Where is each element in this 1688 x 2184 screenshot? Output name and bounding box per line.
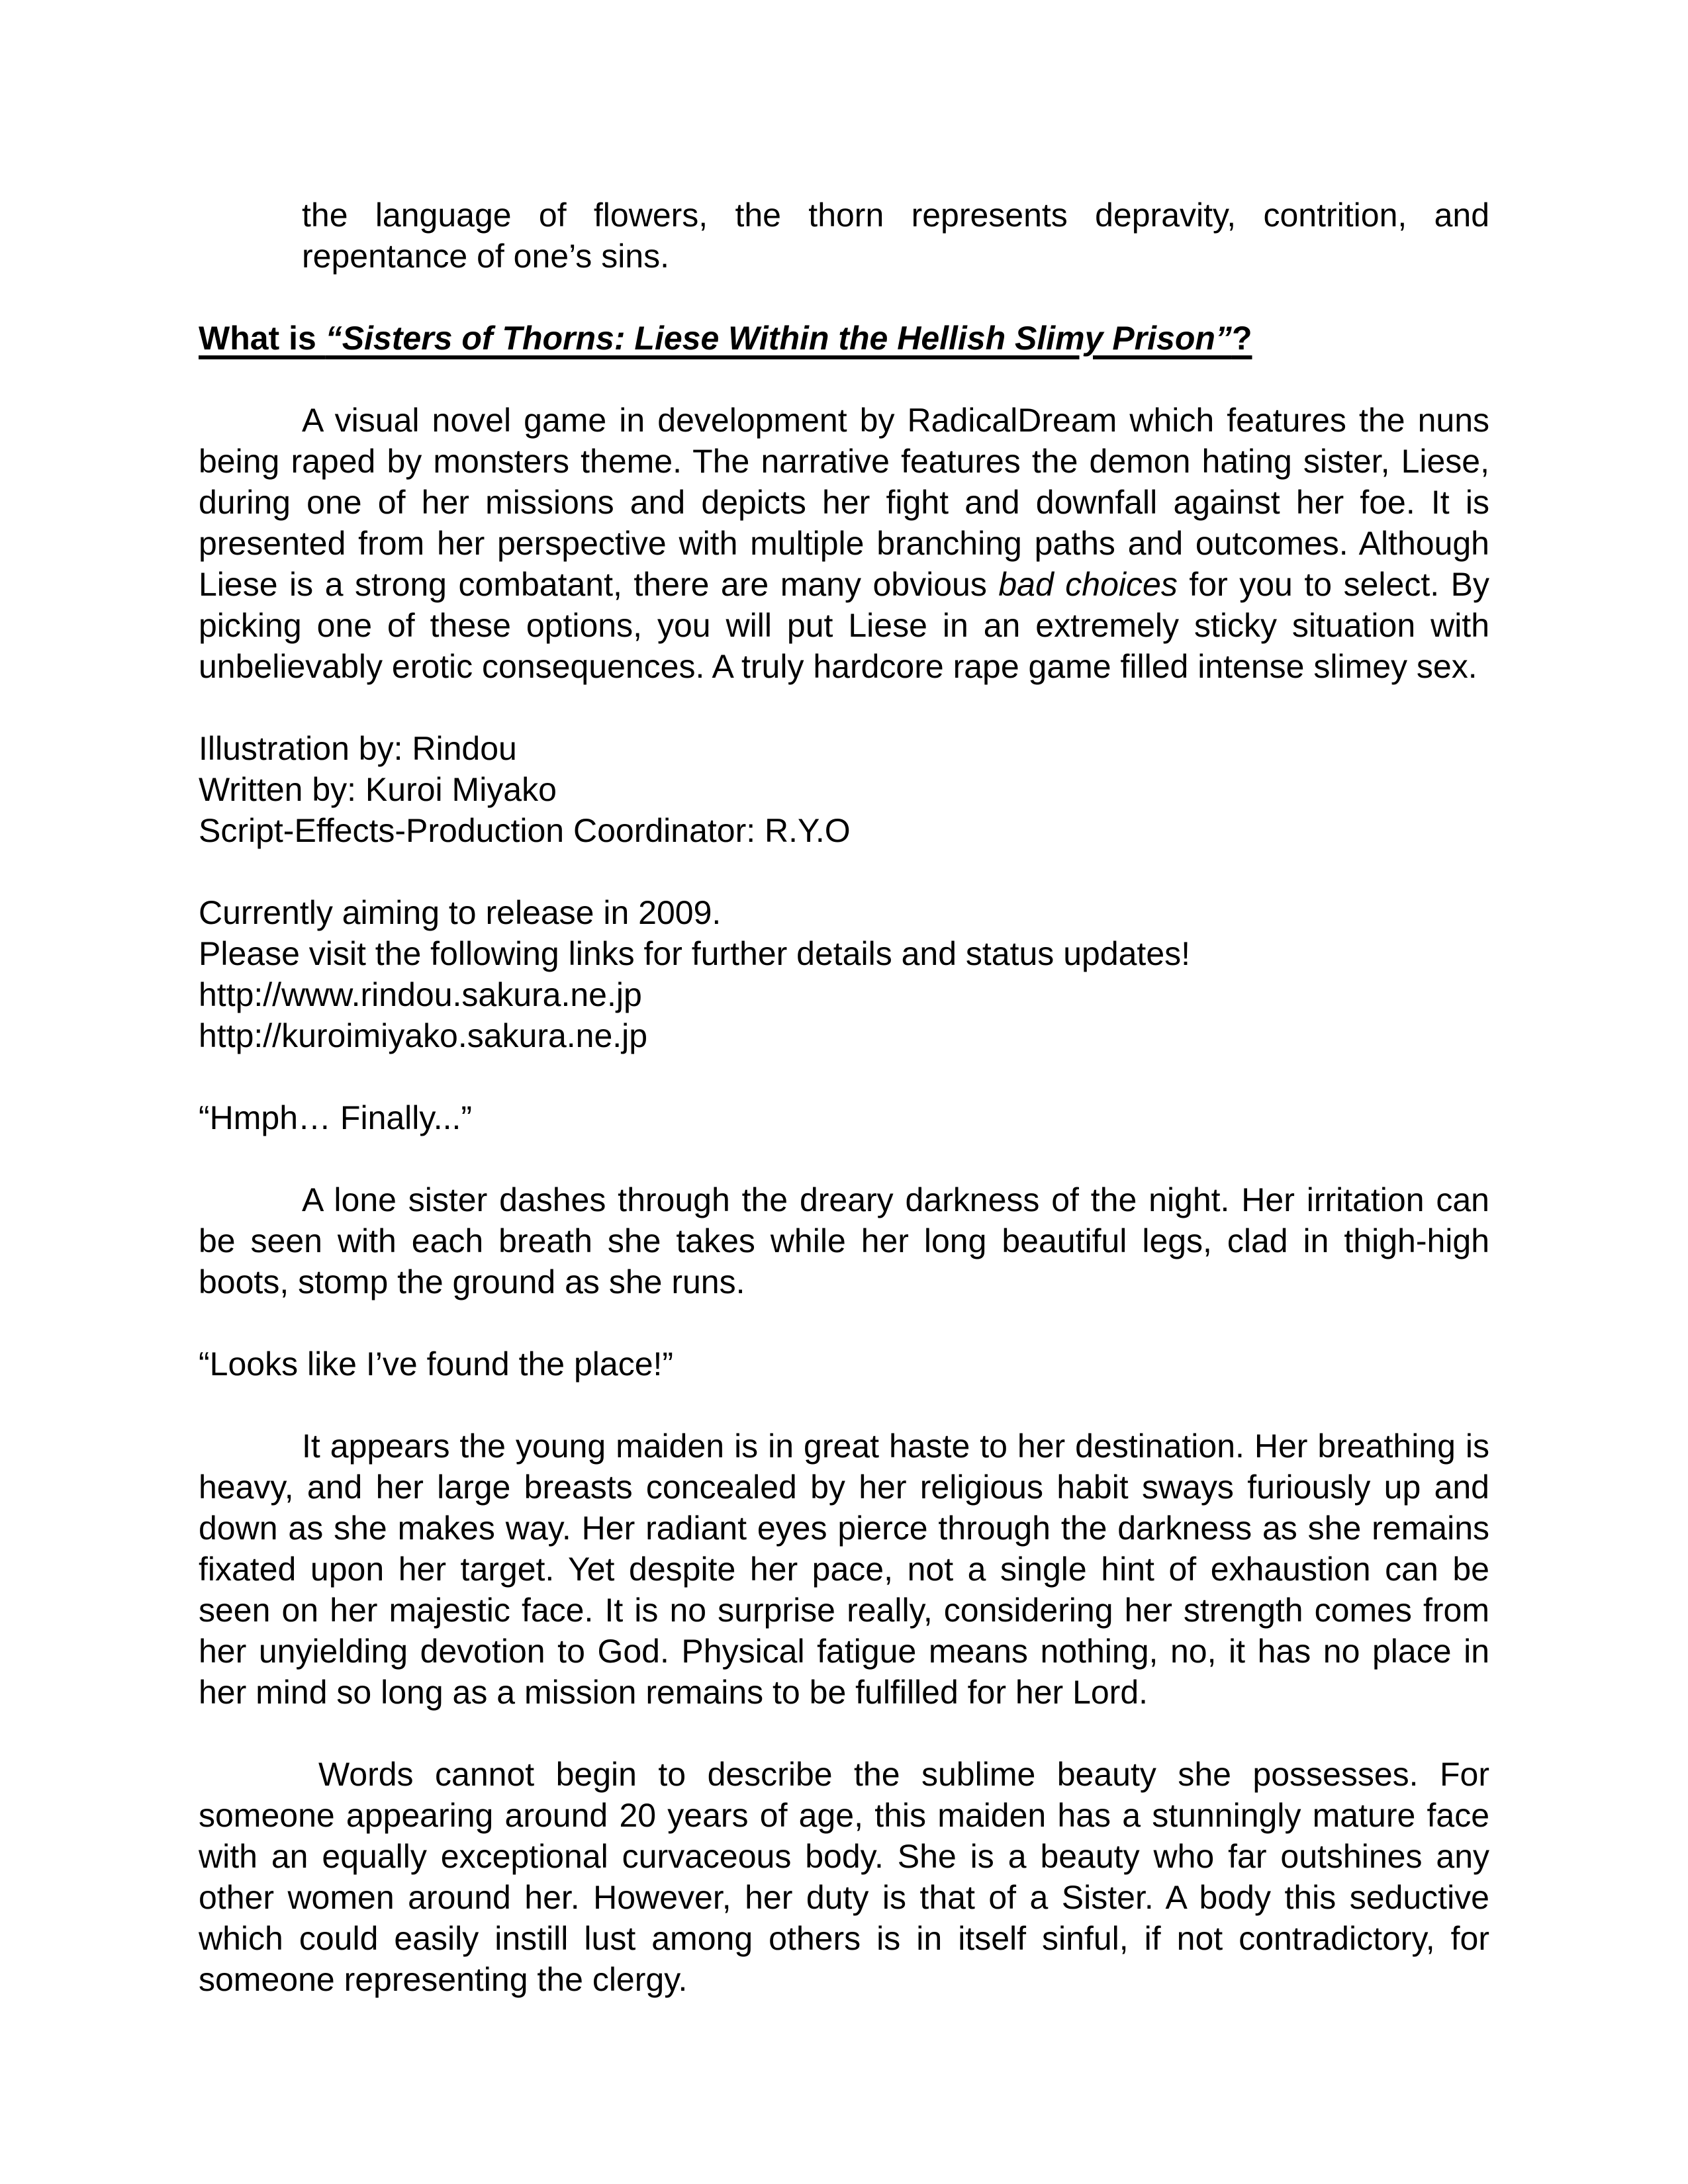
heading-prefix: What is [199,320,326,357]
continuation-paragraph: the language of flowers, the thorn represents depravity, contrition, and repentance of one’s sins. [302,197,1489,275]
document-content [199,195,1489,2000]
game-description-part2: for you to select. By picking one of these options, you will put Liese in an extremely sticky situation with unbelievably erotic consequences. A truly hardcore rape game filled intense slimey sex. [199,566,1489,685]
url-line-rindou: http://www.rindou.sakura.ne.jp [199,976,642,1013]
game-description-part1: A visual novel game in development by RadicalDream which features the nuns being raped by monsters theme. The narrative features the demon hating sister, Liese, during one of her missions and depicts her fight and downfall against her foe. It is presented from her perspective with multiple branching paths and outcomes. Although Liese is a strong combatant, there are many obvious [199,402,1489,603]
release-info-block [199,892,1489,1056]
url-line-kuroimiyako: http://kuroimiyako.sakura.ne.jp [199,1017,648,1054]
credit-line-coordinator: Script-Effects-Production Coordinator: R.Y.O [199,812,851,849]
dialogue-line-2: “Looks like I’ve found the place!” [199,1345,674,1383]
heading-quoted-title: “Sisters of Thorns: Liese Within the Hellish Slimy Prison” [325,320,1232,357]
credit-line-illustration: Illustration by: Rindou [199,730,517,767]
game-description-italic-phrase: bad choices [998,566,1178,603]
credits-block [199,728,1489,851]
heading-suffix: ? [1231,320,1252,357]
section-heading [199,318,1489,359]
narration-paragraph-2: It appears the young maiden is in great haste to her destination. Her breathing is heavy, and her large breasts concealed by her religious habit sways furiously up and down as she makes way. Her radiant eyes pierce through the darkness as she remains fixated upon her target. Yet despite her pace, not a single hint of exhaustion can be seen on her majestic face. It is no surprise really, considering her strength comes from her unyielding devotion to God. Physical fatigue means nothing, no, it has no place in her mind so long as a mission remains to be fulfilled for her Lord. [199,1428,1489,1711]
section-heading-text [199,320,1252,357]
dialogue-line-1: “Hmph… Finally...” [199,1099,473,1136]
release-date-line: Currently aiming to release in 2009. [199,894,722,931]
game-description-paragraph [199,400,1489,687]
narration-paragraph-3: Words cannot begin to describe the sublime beauty she possesses. For someone appearing around 20 years of age, this maiden has a stunningly mature face with an equally exceptional curvaceous body. She is a beauty who far outshines any other women around her. However, her duty is that of a Sister. A body this seductive which could easily instill lust among others is in itself sinful, if not contradictory, for someone representing the clergy. [199,1756,1489,1998]
narration-paragraph-1: A lone sister dashes through the dreary darkness of the night. Her irritation can be seen with each breath she takes while her long beautiful legs, clad in thigh-high boots, stomp the ground as she runs. [199,1181,1489,1300]
credit-line-writer: Written by: Kuroi Miyako [199,771,557,808]
release-links-intro-line: Please visit the following links for further details and status updates! [199,935,1191,972]
